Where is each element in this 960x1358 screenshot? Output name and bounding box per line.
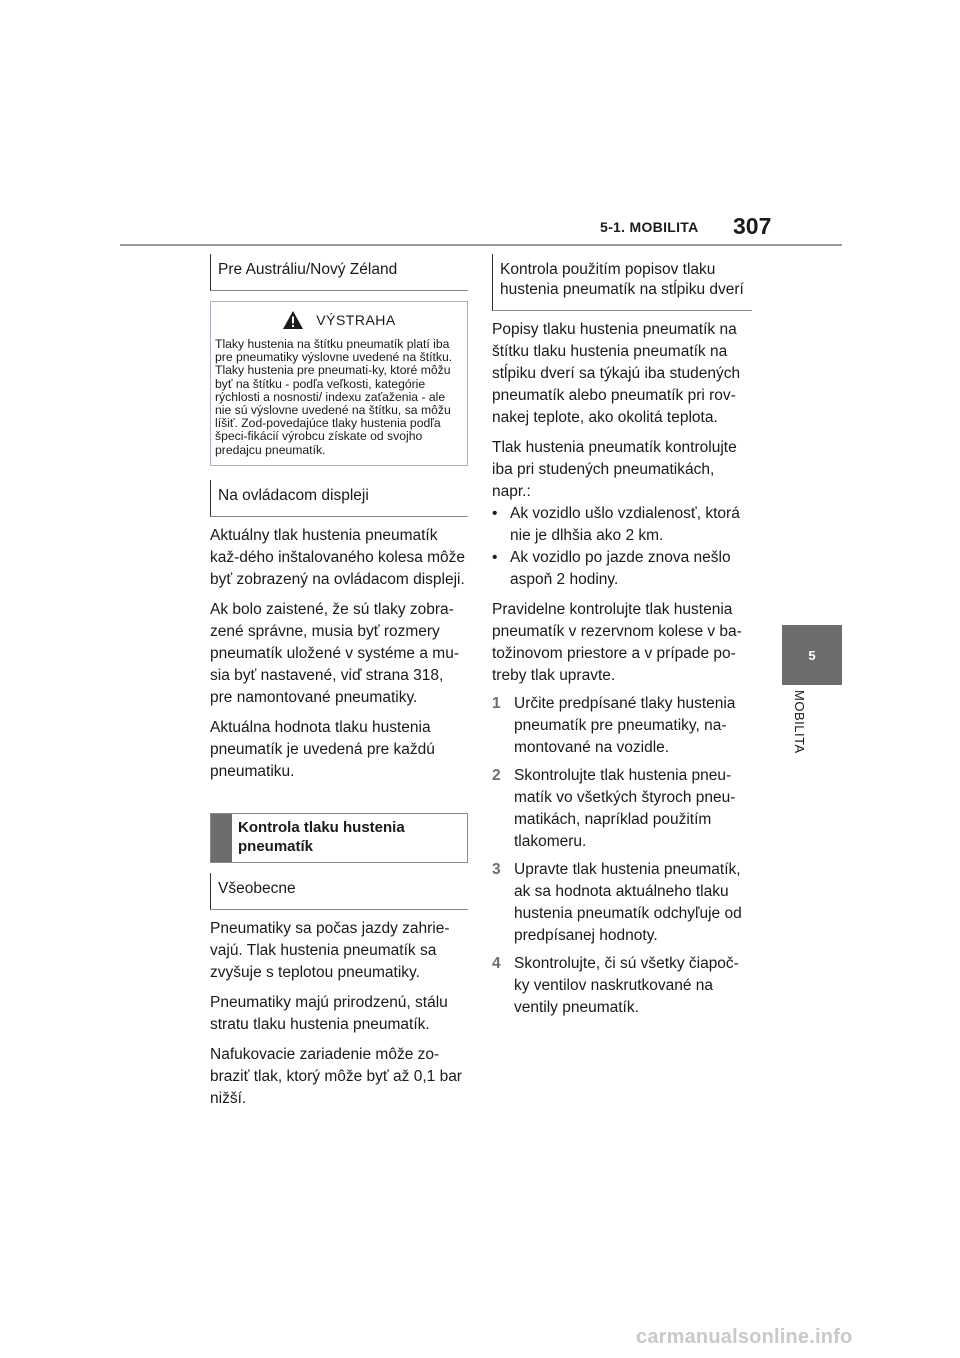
- right-column: [492, 254, 752, 1019]
- bullet-text: Ak vozidlo ušlo vzdialenosť, ktorá nie je dlhšia ako 2 km.: [510, 505, 740, 544]
- step-number: 1: [492, 695, 501, 712]
- section-heading-box: [210, 813, 468, 863]
- watermark: carmanualsonline.info: [636, 1326, 853, 1348]
- bullet-mark: •: [492, 549, 498, 566]
- bullet-item: [492, 503, 752, 547]
- step-text: Skontrolujte tlak hustenia pneu-matík vo všetkých štyroch pneu-matikách, napríklad použitím tlakomeru.: [514, 767, 736, 850]
- bullet-text: Ak vozidlo po jazde znova nešlo aspoň 2 hodiny.: [510, 549, 731, 588]
- step-item: [492, 953, 752, 1019]
- paragraph: Pneumatiky majú prirodzenú, stálu stratu tlaku hustenia pneumatík.: [210, 993, 448, 1033]
- paragraph: Aktuálna hodnota tlaku hustenia pneumatík je uvedená pre každú pneumatiku.: [210, 718, 435, 780]
- subhead-display: Na ovládacom displeji: [210, 480, 468, 517]
- subhead-door-label: Kontrola použitím popisov tlaku hustenia pneumatík na stĺpiku dverí: [492, 254, 752, 311]
- paragraph: Pneumatiky sa počas jazdy zahrie-vajú. Tlak hustenia pneumatík sa zvyšuje s teplotou pneumatiky.: [210, 919, 450, 981]
- chapter-tab-label: MOBILITA: [792, 690, 807, 754]
- paragraph: Aktuálny tlak hustenia pneumatík kaž-dého inštalovaného kolesa môže byť zobrazený na ovládacom displeji.: [210, 526, 466, 588]
- warning-box: [210, 301, 468, 466]
- step-text: Skontrolujte, či sú všetky čiapoč-ky ventilov naskrutkované na ventily pneumatík.: [514, 955, 739, 1016]
- warning-body: Tlaky hustenia na štítku pneumatík platí iba pre pneumatiky výslovne uvedené na štítku. Tlaky hustenia pre pneumati-ky, ktoré môžu byť na štítku - podľa veľkosti, kategórie rýchlosti a nosnosti/ indexu zaťaženia - ale nie sú výslovne uvedené na štítku, sa môžu líšiť. Zod-povedajúce tlaky hustenia podľa špeci-fikácií výrobcu získate od svojho predajcu pneumatík.: [215, 337, 453, 457]
- paragraph: Popisy tlaku hustenia pneumatík na štítku tlaku hustenia pneumatík na stĺpiku dverí sa týkajú iba studených pneumatík alebo pneumatík pri rov-nakej teplote, ako okolitá teplota.: [492, 321, 741, 426]
- step-text: Určite predpísané tlaky hustenia pneumatík pre pneumatiky, na-montované na vozidle.: [514, 695, 736, 756]
- warning-title-row: [215, 310, 463, 330]
- step-number: 3: [492, 861, 501, 878]
- section-heading: Kontrola tlaku hustenia pneumatík: [238, 818, 405, 855]
- subhead-general: Všeobecne: [210, 873, 468, 910]
- chapter-tab: [782, 625, 842, 685]
- step-item: [492, 765, 752, 853]
- paragraph: Nafukovacie zariadenie môže zo-braziť tlak, ktorý môže byť až 0,1 bar nižší.: [210, 1045, 462, 1107]
- left-column: [210, 254, 468, 1110]
- paragraph: Ak bolo zaistené, že sú tlaky zobra-zené správne, musia byť rozmery pneumatík uložené v systéme a mu-sia byť nastavené, viď strana 318, pre namontované pneumatiky.: [210, 600, 459, 706]
- page-number: 307: [733, 213, 772, 239]
- header-rule: [120, 244, 842, 246]
- subhead-australia: Pre Austráliu/Nový Zéland: [210, 254, 468, 291]
- warning-title: VÝSTRAHA: [316, 312, 396, 328]
- paragraph: Pravidelne kontrolujte tlak hustenia pneumatík v rezervnom kolese v ba-tožinovom priestore a v prípade po-treby tlak upravte.: [492, 601, 742, 684]
- bullet-item: [492, 547, 752, 591]
- section-heading-bar: [211, 814, 232, 862]
- chapter-tab-number: 5: [808, 647, 816, 663]
- step-item: [492, 693, 752, 759]
- header-section-title: 5-1. MOBILITA: [600, 219, 699, 235]
- step-number: 2: [492, 767, 501, 784]
- step-text: Upravte tlak hustenia pneumatík, ak sa hodnota aktuálneho tlaku hustenia pneumatík odchyľuje od predpísanej hodnoty.: [514, 861, 742, 944]
- paragraph: Tlak hustenia pneumatík kontrolujte iba pri studených pneumatikách, napr.:: [492, 439, 737, 500]
- step-item: [492, 859, 752, 947]
- step-number: 4: [492, 955, 501, 972]
- warning-triangle-icon: [282, 310, 304, 330]
- bullet-mark: •: [492, 505, 498, 522]
